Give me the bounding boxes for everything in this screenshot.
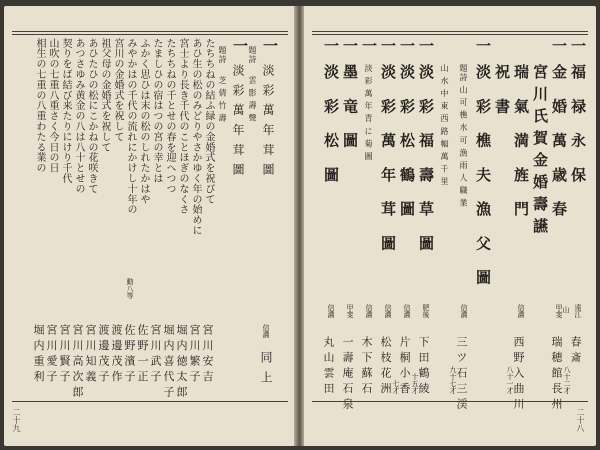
credit-name: 宮 川 知 義: [84, 324, 97, 382]
entry-age: 十五才: [411, 373, 419, 394]
entry-title: 福 禄 永 保: [569, 64, 587, 189]
poem-line: ふかく思ひは末の松のしれたかはや: [138, 38, 149, 205]
entry-artist: 一 壽 庵 石 泉: [341, 336, 354, 410]
credit-name: 渡 邊 茂 子: [97, 324, 110, 382]
page-number-left: 二十九: [12, 408, 21, 432]
entry-title: 瑞 氣 満 旌 門: [512, 64, 530, 223]
item1-artist: 同 上: [259, 351, 273, 385]
poem-line: たちちねの結ふ緑の金婚式を祝びて: [203, 38, 214, 205]
entry-title: 山 水 中 東 西 路 幅 萬 千 里: [440, 64, 449, 186]
entry-region: 甲斐: [346, 304, 354, 318]
entry-region: 信濃: [327, 304, 335, 318]
entry-mark: 一: [360, 38, 378, 60]
entry-artist: 春 斎: [569, 336, 582, 363]
entry-artist: 丸 山 雲 田: [322, 336, 335, 394]
entry-mark: 一: [550, 38, 568, 60]
entry-region: 遠江: [574, 304, 582, 318]
credit-name: 佐 野 濱 子: [123, 324, 136, 382]
credit-name: 堀 内 重 利: [32, 324, 45, 382]
credit-name: 堀 内 徳 太 郎: [175, 324, 188, 398]
entry-mark: 一: [379, 38, 397, 60]
top-rule: [12, 31, 288, 32]
credit-name: 堀 内 喜 代 子: [162, 324, 175, 398]
entry-artist: 西 野 入 曲 川: [512, 336, 525, 410]
entry-age: 八十一才: [506, 366, 514, 394]
poem-line: たましひの宿はつの宮の幸とは: [151, 38, 162, 184]
poem-line: 宮川の金婚式を祝して: [112, 38, 123, 142]
entry-artist: 片 桐 小 香: [398, 336, 411, 394]
credit-name: 佐 野 一 正: [136, 324, 149, 382]
entry-title: 祝 書: [493, 64, 511, 121]
item2-poem: 芝 倩 竹 壽: [218, 76, 227, 123]
entry-region: 甲斐: [555, 304, 563, 318]
entry-artist: 下 田 鶴 綾: [417, 336, 430, 394]
poem-line: 相生の七重の八重わたる業の: [34, 38, 45, 174]
entry-region: 肥後: [422, 304, 430, 318]
poem-line: 契りをば結び来たりにけり千代: [60, 38, 71, 184]
top-rule-inner: [312, 34, 588, 35]
page-number-right: 二十八: [576, 408, 585, 432]
entry-title: 淡 彩 松 鶴 圖: [398, 64, 416, 223]
poem-line: あひたひの松にこかねの花咲きて: [86, 38, 97, 194]
entry-artist: 三 ツ 石 三 渓: [455, 336, 468, 410]
bottom-rule: [12, 401, 288, 402]
entry-mark: 一: [322, 38, 340, 60]
item2-poem-label: 題詩: [218, 46, 227, 64]
entry-age: 九十七才: [449, 366, 457, 394]
poem-line: たちちねの千とせの春を迎へつつ: [164, 38, 175, 194]
top-rule-inner: [12, 34, 288, 35]
poem-line: 宮士より長き千代のことほぎのなくさ: [177, 38, 188, 215]
item1-region: 信濃: [262, 324, 270, 338]
entry-mark: 一: [569, 38, 587, 60]
item1-mark: 一: [261, 38, 279, 60]
entry-title: 淡 彩 萬 年 茸 圖: [379, 64, 397, 258]
poem-line: 山吹の七重八重さく今日の日: [47, 38, 58, 174]
entry-title: 淡 彩 福 壽 草 圖: [417, 64, 435, 258]
entry-artist: 瑞 穂 館 長 州: [550, 336, 563, 410]
poem-line: あひ生の松のみどりやさかゆく年の始めに: [190, 38, 201, 236]
entry-mark: 一: [474, 38, 492, 60]
item1-title: 淡 彩 萬 年 茸 圖: [261, 64, 275, 178]
credit-name: 宮 川 賢 子: [58, 324, 71, 382]
credit-name: 渡 邊 茂 作: [110, 324, 123, 382]
entry-region: 信濃: [403, 304, 411, 318]
entry-artist: 木 下 蘇 石: [360, 336, 373, 394]
entry-region: 信濃: [460, 304, 468, 318]
entry-collector: 山: [562, 306, 570, 313]
entry-artist: 松 枝 花 洲: [379, 336, 392, 394]
credit-name: 宮 川 武 子: [149, 324, 162, 382]
poem-line: 祖父母の金婚式を祝して: [99, 38, 110, 153]
entry-title: 淡 彩 萬 年 青 に 菊 圖: [364, 64, 373, 161]
entry-title: 墨 竜 圖: [341, 64, 359, 155]
credit-rank: 動八等: [126, 278, 134, 299]
entry-title: 淡 彩 樵 夫 漁 父 圖: [474, 64, 492, 292]
credit-name: 宮 川 繁 子: [188, 324, 201, 382]
item1-poem-label: 題詩: [248, 46, 257, 64]
left-page: [4, 6, 294, 446]
entry-region: 信濃: [384, 304, 392, 318]
poem-line: みやかはの千代の流れにかけし十年の: [125, 38, 136, 215]
entry-title: 金 婚 萬 歳 春: [550, 64, 568, 223]
entry-mark: 一: [341, 38, 359, 60]
entry-title: 題詩 山 可 樵 水 可 漁 雨 人 職 業: [459, 64, 468, 208]
credit-name: 宮 川 安 吉: [201, 324, 214, 382]
entry-title: 宮川氏賀金婚壽讌: [531, 64, 549, 240]
entry-mark: 一: [398, 38, 416, 60]
entry-region: 信濃: [517, 304, 525, 318]
item1-poem: 雲 影 壽 聲: [248, 76, 257, 123]
top-rule: [312, 31, 588, 32]
credit-name: 宮 川 高 次 郎: [71, 324, 84, 398]
entry-region: 信濃: [365, 304, 373, 318]
entry-title: 淡 彩 松 圖: [322, 64, 340, 189]
book-gutter: [294, 6, 304, 446]
item2-mark: 一: [231, 38, 249, 60]
right-page: [304, 6, 596, 446]
entry-age: 七才: [392, 380, 400, 394]
credit-name: 宮 川 愛 子: [45, 324, 58, 382]
item2-title: 淡 彩 萬 年 茸 圖: [231, 64, 245, 178]
poem-line: あつさゆみ黄金の八は八十とせの: [73, 38, 84, 194]
entry-mark: 一: [417, 38, 435, 60]
entry-age: 八十二才: [563, 366, 571, 394]
